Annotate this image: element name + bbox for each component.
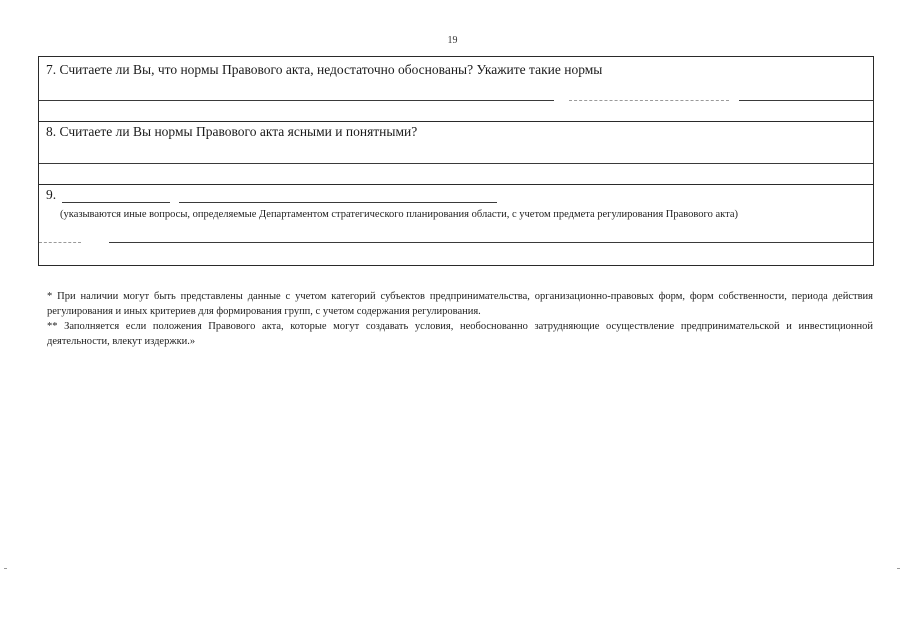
- question-9-number: 9.: [46, 187, 57, 202]
- scan-edge-mark-left: [4, 568, 7, 569]
- question-8-answer-line[interactable]: [39, 163, 873, 164]
- footnotes: [47, 289, 873, 349]
- question-9-fill-line-a[interactable]: [62, 202, 170, 203]
- question-9-note: (указываются иные вопросы, определяемые Департаментом стратегического планирования области, с учетом предмета регулирования Правового акта): [60, 209, 738, 220]
- row-separator-7-8: [39, 121, 873, 122]
- question-7-answer-line-a[interactable]: [39, 100, 554, 101]
- footnote-2: ** Заполняется если положения Правового акта, которые могут создавать условия, необоснованно затрудняющие осуществление предпринимательской и инвестиционной деятельности, влекут издержки.»: [47, 321, 873, 347]
- question-7-answer-line-c[interactable]: [739, 100, 873, 101]
- questionnaire-table: [38, 56, 874, 266]
- question-9-answer-line-b[interactable]: [109, 242, 873, 243]
- footnote-1: * При наличии могут быть представлены данные с учетом категорий субъектов предпринимательства, организационно-правовых форм, форм собственности, периода действия регулирования и иных критериев для формирования групп, с учетом содержания регулирования.: [47, 291, 873, 317]
- scan-edge-mark-right: [897, 568, 900, 569]
- page-number: 19: [447, 35, 458, 46]
- question-7-text: 7. Считаете ли Вы, что нормы Правового акта, недостаточно обоснованы? Укажите такие нормы: [46, 62, 603, 77]
- question-8-text: 8. Считаете ли Вы нормы Правового акта ясными и понятными?: [46, 124, 418, 139]
- row-separator-8-9: [39, 184, 873, 185]
- question-7-answer-line-b[interactable]: [569, 100, 729, 101]
- question-9-answer-line-a[interactable]: [39, 242, 81, 243]
- question-9-fill-line-b[interactable]: [179, 202, 497, 203]
